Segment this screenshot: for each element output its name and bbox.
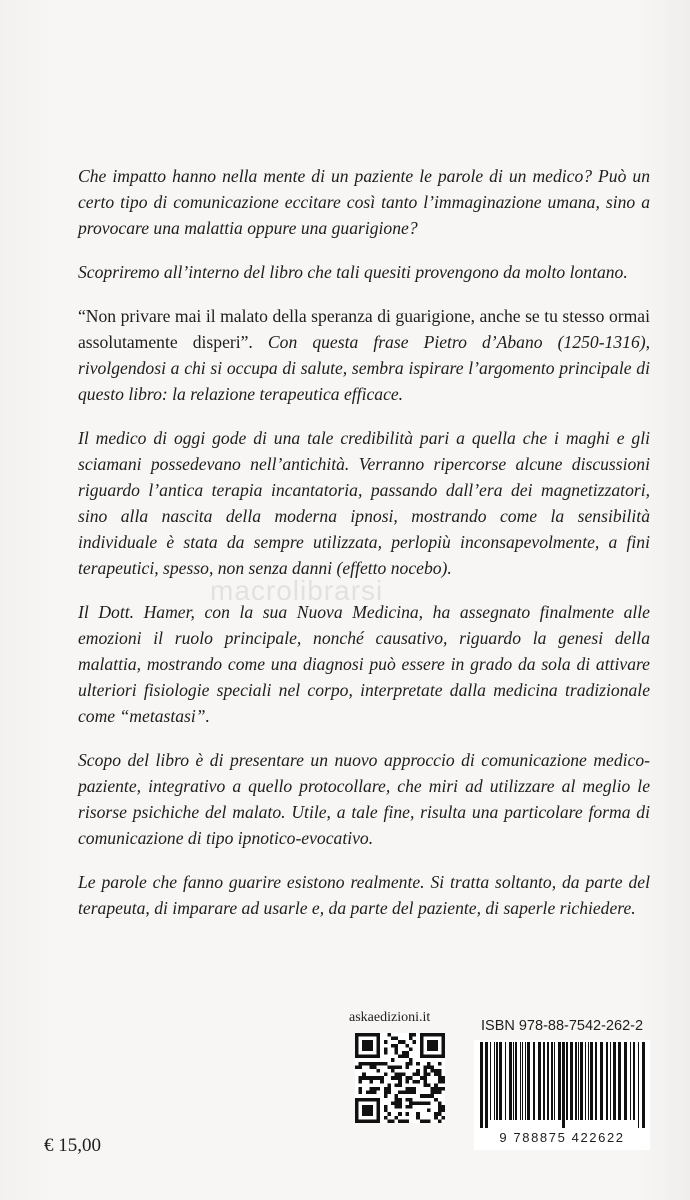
paragraph-4: Il medico di oggi gode di una tale credibilità pari a quella che i maghi e gli sciamani possedevano nell’antichità. Verranno ripercorse alcune discussioni riguardo l’antica terapia incantatoria, passando dall’era dei magnetizzatori, sino alla nascita della moderna ipnosi, mostrando come la sensibilità individuale è stata da sempre utilizzata, perlopiù inconsapevolmente, a fini terapeutici, spesso, non senza danni (effetto nocebo). — [78, 428, 650, 578]
paragraph-3 — [78, 303, 650, 407]
paragraph-7: Le parole che fanno guarire esistono realmente. Si tratta soltanto, da parte del terapeuta, di imparare ad usarle e, da parte del paziente, di saperle richiedere. — [78, 872, 650, 918]
publisher-url: askaedizioni.it — [349, 1010, 431, 1025]
quote-text: “Non privare mai il malato della speranza di guarigione, anche se tu stesso ormai assolutamente disperi”. — [78, 306, 650, 352]
paragraph-6: Scopo del libro è di presentare un nuovo approccio di comunicazione medico-paziente, integrativo a quello protocollare, che miri ad utilizzare al meglio le risorse psichiche del malato. Utile, a tale fine, risulta una particolare forma di comunicazione di tipo ipnotico-evocativo. — [78, 750, 650, 848]
price: € 15,00 — [44, 1135, 101, 1156]
isbn-label: ISBN 978-88-7542-262-2 — [481, 1018, 644, 1034]
blurb-text — [78, 163, 650, 939]
watermark: macrolibrarsi — [210, 575, 384, 606]
quote-attribution: Con questa frase Pietro d’Abano (1250-1316), rivolgendosi a chi si occupa di salute, sembra ispirare l’argomento principale di questo libro: la relazione terapeutica efficace. — [78, 332, 650, 404]
paragraph-1: Che impatto hanno nella mente di un paziente le parole di un medico? Può un certo tipo di comunicazione eccitare così tanto l’immaginazione umana, sino a provocare una malattia oppure una guarigione? — [78, 166, 650, 238]
paragraph-2: Scopriremo all’interno del libro che tali quesiti provengono da molto lontano. — [78, 262, 628, 282]
barcode-digits: 9 788875 422622 — [474, 1128, 650, 1150]
qr-code-icon — [355, 1033, 445, 1123]
paragraph-5: Il Dott. Hamer, con la sua Nuova Medicina, ha assegnato finalmente alle emozioni il ruolo principale, nonché causativo, riguardo la genesi della malattia, mostrando come una diagnosi può essere in grado da sola di attivare ulteriori fisiologie speciali nel corpo, interpretate dalla medicina tradizionale come “metastasi”. — [78, 602, 650, 726]
